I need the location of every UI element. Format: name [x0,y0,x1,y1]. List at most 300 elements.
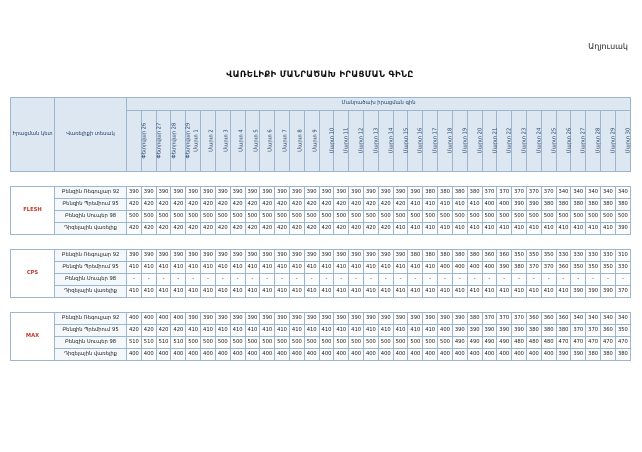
price-cell: 400 [275,349,290,361]
date-label: Փետրվար 29 [185,123,192,159]
price-cell: 420 [141,199,156,211]
price-cell: 410 [467,199,482,211]
price-cell: 400 [289,349,304,361]
price-cell: 410 [215,262,230,274]
price-cell: 420 [304,199,319,211]
price-cell: 400 [127,313,142,325]
fuel-type-cell: Բենզին Ռեգուլյար 92 [55,187,127,199]
date-header [526,111,541,172]
price-cell: - [141,274,156,286]
price-cell: 420 [171,223,186,235]
group-spacer [11,172,631,187]
price-cell: 400 [408,349,423,361]
price-cell: - [186,274,201,286]
price-cell: 410 [230,262,245,274]
price-cell: 390 [349,250,364,262]
price-cell: 410 [245,325,260,337]
price-cell: 410 [201,262,216,274]
price-cell: 420 [275,199,290,211]
price-cell: 370 [512,187,527,199]
price-cell: 410 [423,199,438,211]
price-cell: 390 [201,250,216,262]
price-cell: 410 [467,286,482,298]
price-cell: - [526,274,541,286]
price-cell: 420 [230,199,245,211]
price-cell: 410 [467,223,482,235]
price-cell: 390 [452,325,467,337]
spacer-cell [11,235,631,250]
price-cell: 410 [571,223,586,235]
date-label: Մարտ 16 [417,128,424,154]
price-cell: - [571,274,586,286]
date-label: Մարտ 26 [565,128,572,154]
date-header [541,111,556,172]
price-cell: 410 [497,286,512,298]
price-cell: 350 [615,325,630,337]
price-cell: 420 [127,325,142,337]
price-cell: 360 [526,313,541,325]
price-cell: 370 [482,187,497,199]
price-cell: 410 [378,262,393,274]
price-cell: 380 [467,313,482,325]
price-cell: - [230,274,245,286]
price-cell: 410 [215,325,230,337]
price-cell: 390 [275,187,290,199]
price-cell: 390 [215,313,230,325]
price-cell: 380 [586,199,601,211]
price-cell: - [467,274,482,286]
price-cell: 410 [289,325,304,337]
price-cell: 400 [141,313,156,325]
price-cell: 400 [349,349,364,361]
price-cell: 380 [541,199,556,211]
price-cell: 410 [156,286,171,298]
price-cell: 420 [334,223,349,235]
date-label: Մարտ 5 [253,129,260,153]
price-cell: 400 [364,349,379,361]
price-cell: 420 [245,199,260,211]
fuel-type-cell: Բենզին Պրեմիում 95 [55,262,127,274]
price-cell: 420 [349,199,364,211]
price-cell: 400 [467,349,482,361]
date-header [482,111,497,172]
date-label: Փետրվար 28 [170,123,177,159]
date-header [601,111,616,172]
price-cell: 490 [497,337,512,349]
price-cell: 410 [556,223,571,235]
price-cell: 390 [230,313,245,325]
price-cell: - [349,274,364,286]
price-cell: 390 [334,250,349,262]
price-cell: 350 [571,262,586,274]
price-cell: 370 [541,262,556,274]
price-cell: 500 [512,211,527,223]
price-cell: 500 [186,211,201,223]
date-label: Մարտ 10 [328,128,335,154]
price-cell: 390 [186,313,201,325]
date-header [289,111,304,172]
price-cell: 410 [349,262,364,274]
date-header [215,111,230,172]
price-cell: 400 [215,349,230,361]
price-cell: 500 [141,211,156,223]
price-cell: 380 [467,187,482,199]
price-cell: 500 [586,211,601,223]
price-cell: 380 [423,187,438,199]
price-cell: 410 [156,262,171,274]
price-cell: 480 [512,337,527,349]
price-cell: 410 [601,223,616,235]
date-label: Մարտ 6 [267,129,274,153]
price-cell: 390 [408,313,423,325]
price-cell: 390 [127,187,142,199]
price-cell: - [245,274,260,286]
price-cell: 420 [260,199,275,211]
price-cell: 490 [467,337,482,349]
date-header [378,111,393,172]
price-cell: 330 [556,250,571,262]
price-cell: 390 [245,250,260,262]
date-label: Մարտ 28 [595,128,602,154]
price-cell: 410 [497,223,512,235]
company-name: MAX [11,313,55,361]
price-cell: 400 [526,349,541,361]
price-cell: 510 [127,337,142,349]
price-cell: 380 [601,349,616,361]
price-cell: 400 [482,349,497,361]
price-cell: 360 [556,262,571,274]
price-cell: 490 [452,337,467,349]
price-cell: 500 [452,211,467,223]
price-cell: - [556,274,571,286]
price-cell: 420 [289,199,304,211]
price-cell: 410 [526,223,541,235]
price-cell: 500 [408,337,423,349]
price-cell: 510 [141,337,156,349]
price-cell: 410 [378,325,393,337]
price-cell: 500 [127,211,142,223]
price-cell: 390 [215,187,230,199]
price-cell: 410 [319,262,334,274]
price-cell: 390 [482,325,497,337]
price-cell: 390 [201,187,216,199]
price-cell: 470 [615,337,630,349]
price-cell: 390 [289,313,304,325]
price-cell: 410 [586,223,601,235]
price-cell: - [393,274,408,286]
price-cell: 420 [215,199,230,211]
price-cell: 410 [141,286,156,298]
price-cell: 420 [156,325,171,337]
price-cell: 390 [586,286,601,298]
price-cell: 410 [319,286,334,298]
price-cell: 410 [408,199,423,211]
price-cell: 400 [378,349,393,361]
price-cell: 390 [304,187,319,199]
table-row [11,337,631,349]
price-cell: 390 [289,187,304,199]
price-cell: 380 [586,349,601,361]
price-cell: 380 [615,199,630,211]
price-cell: 500 [289,337,304,349]
price-cell: 410 [349,325,364,337]
price-cell: - [275,274,290,286]
price-cell: 410 [127,262,142,274]
price-cell: - [423,274,438,286]
price-cell: 470 [556,337,571,349]
table-row [11,223,631,235]
price-cell: 500 [526,211,541,223]
price-cell: 410 [482,286,497,298]
price-cell: 390 [393,187,408,199]
date-label: Մարտ 8 [297,129,304,153]
price-cell: 400 [171,313,186,325]
price-cell: 410 [260,325,275,337]
price-cell: 390 [245,187,260,199]
price-cell: 410 [393,262,408,274]
price-cell: 410 [408,262,423,274]
price-cell: 370 [526,187,541,199]
price-cell: 500 [245,337,260,349]
price-cell: 390 [304,250,319,262]
fuel-type-cell: Դիզելային վառելիք [55,223,127,235]
price-cell: 410 [423,286,438,298]
date-header [364,111,379,172]
date-header [571,111,586,172]
price-cell: 420 [156,199,171,211]
price-cell: 510 [156,337,171,349]
price-cell: 410 [452,223,467,235]
price-cell: 390 [393,313,408,325]
price-cell: 400 [334,349,349,361]
price-cell: 500 [275,211,290,223]
price-cell: 410 [304,262,319,274]
price-cell: 420 [230,223,245,235]
price-cell: - [201,274,216,286]
price-cell: 410 [289,286,304,298]
price-cell: 500 [289,211,304,223]
date-header [408,111,423,172]
price-cell: 390 [156,250,171,262]
price-cell: 410 [230,325,245,337]
price-cell: - [378,274,393,286]
date-header [275,111,290,172]
date-label: Մարտ 27 [580,128,587,154]
price-cell: 400 [393,349,408,361]
price-cell: 380 [541,325,556,337]
price-cell: 500 [201,337,216,349]
price-cell: 420 [334,199,349,211]
price-cell: 340 [571,313,586,325]
price-cell: 340 [556,187,571,199]
price-cell: 500 [497,211,512,223]
price-cell: 500 [601,211,616,223]
date-header [497,111,512,172]
price-cell: 470 [601,337,616,349]
price-cell: 500 [304,211,319,223]
price-cell: 410 [349,286,364,298]
price-cell: 420 [275,223,290,235]
price-cell: 410 [512,286,527,298]
page-label: Աղյուսակ [588,42,628,51]
price-cell: 390 [378,250,393,262]
price-cell: 470 [586,337,601,349]
date-label: Մարտ 30 [625,128,632,154]
price-cell: 340 [586,187,601,199]
price-cell: 380 [615,349,630,361]
price-cell: 410 [541,223,556,235]
price-cell: 410 [438,286,453,298]
price-cell: 400 [171,349,186,361]
table-row [11,187,631,199]
price-cell: 400 [156,349,171,361]
price-cell: 500 [215,337,230,349]
price-cell: 380 [512,262,527,274]
table-row [11,325,631,337]
price-cell: 400 [467,262,482,274]
price-cell: 390 [497,262,512,274]
price-cell: 500 [334,211,349,223]
price-cell: 500 [408,211,423,223]
date-header [512,111,527,172]
date-label: Մարտ 17 [432,128,439,154]
price-cell: 390 [289,250,304,262]
date-label: Մարտ 2 [208,129,215,153]
price-cell: 410 [334,262,349,274]
price-cell: 410 [423,325,438,337]
price-cell: 410 [260,262,275,274]
price-cell: 340 [601,313,616,325]
date-label: Մարտ 14 [388,128,395,154]
price-cell: 360 [482,250,497,262]
date-label: Մարտ 19 [462,128,469,154]
price-cell: - [482,274,497,286]
price-cell: 420 [260,223,275,235]
date-header [319,111,334,172]
date-header [230,111,245,172]
price-cell: 510 [171,337,186,349]
price-cell: 390 [497,325,512,337]
price-cell: 400 [201,349,216,361]
price-cell: 390 [378,187,393,199]
price-cell: 470 [571,337,586,349]
table-row [11,199,631,211]
price-cell: - [364,274,379,286]
price-cell: 410 [393,325,408,337]
price-cell: 370 [482,313,497,325]
date-label: Մարտ 1 [193,129,200,153]
price-cell: 500 [186,337,201,349]
price-cell: - [304,274,319,286]
price-cell: 500 [275,337,290,349]
price-cell: 500 [438,337,453,349]
price-cell: 400 [423,349,438,361]
price-cell: 410 [556,286,571,298]
price-cell: 390 [512,199,527,211]
price-cell: 500 [156,211,171,223]
table-row [11,262,631,274]
spacer-cell [11,298,631,313]
price-cell: 410 [171,262,186,274]
price-cell: 390 [201,313,216,325]
price-cell: 400 [438,262,453,274]
price-cell: 410 [186,286,201,298]
price-cell: 390 [319,187,334,199]
price-cell: 350 [601,262,616,274]
date-label: Մարտ 12 [358,128,365,154]
price-cell: 420 [171,325,186,337]
date-header [452,111,467,172]
price-cell: 410 [141,262,156,274]
price-cell: 420 [349,223,364,235]
table-row [11,211,631,223]
price-cell: 410 [171,286,186,298]
price-cell: 390 [334,187,349,199]
price-cell: - [334,274,349,286]
price-cell: 420 [141,325,156,337]
fuel-type-cell: Բենզին Պրեմիում 95 [55,199,127,211]
price-cell: 500 [378,337,393,349]
price-cell: 500 [541,211,556,223]
price-cell: 410 [393,223,408,235]
price-cell: 410 [408,325,423,337]
price-cell: 500 [319,337,334,349]
price-cell: 360 [601,325,616,337]
price-cell: 390 [260,250,275,262]
price-cell: 360 [541,313,556,325]
price-cell: 390 [260,187,275,199]
price-cell: 380 [423,250,438,262]
price-cell: - [438,274,453,286]
price-cell: 390 [423,313,438,325]
price-cell: 400 [438,349,453,361]
table-row [11,250,631,262]
price-cell: 380 [452,187,467,199]
price-cell: - [615,274,630,286]
price-cell: - [260,274,275,286]
price-cell: - [601,274,616,286]
price-cell: 390 [260,313,275,325]
price-cell: 410 [245,262,260,274]
date-label: Մարտ 20 [476,128,483,154]
date-header [393,111,408,172]
price-cell: 380 [601,199,616,211]
price-cell: 420 [156,223,171,235]
price-cell: 390 [127,250,142,262]
date-header [467,111,482,172]
price-cell: 500 [215,211,230,223]
price-cell: 390 [319,313,334,325]
price-cell: 480 [526,337,541,349]
price-cell: 420 [245,223,260,235]
date-label: Մարտ 23 [521,128,528,154]
price-cell: 390 [512,325,527,337]
price-cell: 370 [615,286,630,298]
price-cell: 390 [364,313,379,325]
price-cell: 410 [186,325,201,337]
price-cell: 410 [304,286,319,298]
fuel-type-cell: Բենզին Ռեգուլյար 92 [55,313,127,325]
price-cell: 410 [319,325,334,337]
price-cell: 390 [245,313,260,325]
price-cell: 390 [349,187,364,199]
price-cell: 420 [364,199,379,211]
date-label: Փետրվար 27 [156,123,163,159]
price-cell: 390 [467,325,482,337]
table-row [11,286,631,298]
price-cell: - [497,274,512,286]
price-cell: 500 [230,337,245,349]
